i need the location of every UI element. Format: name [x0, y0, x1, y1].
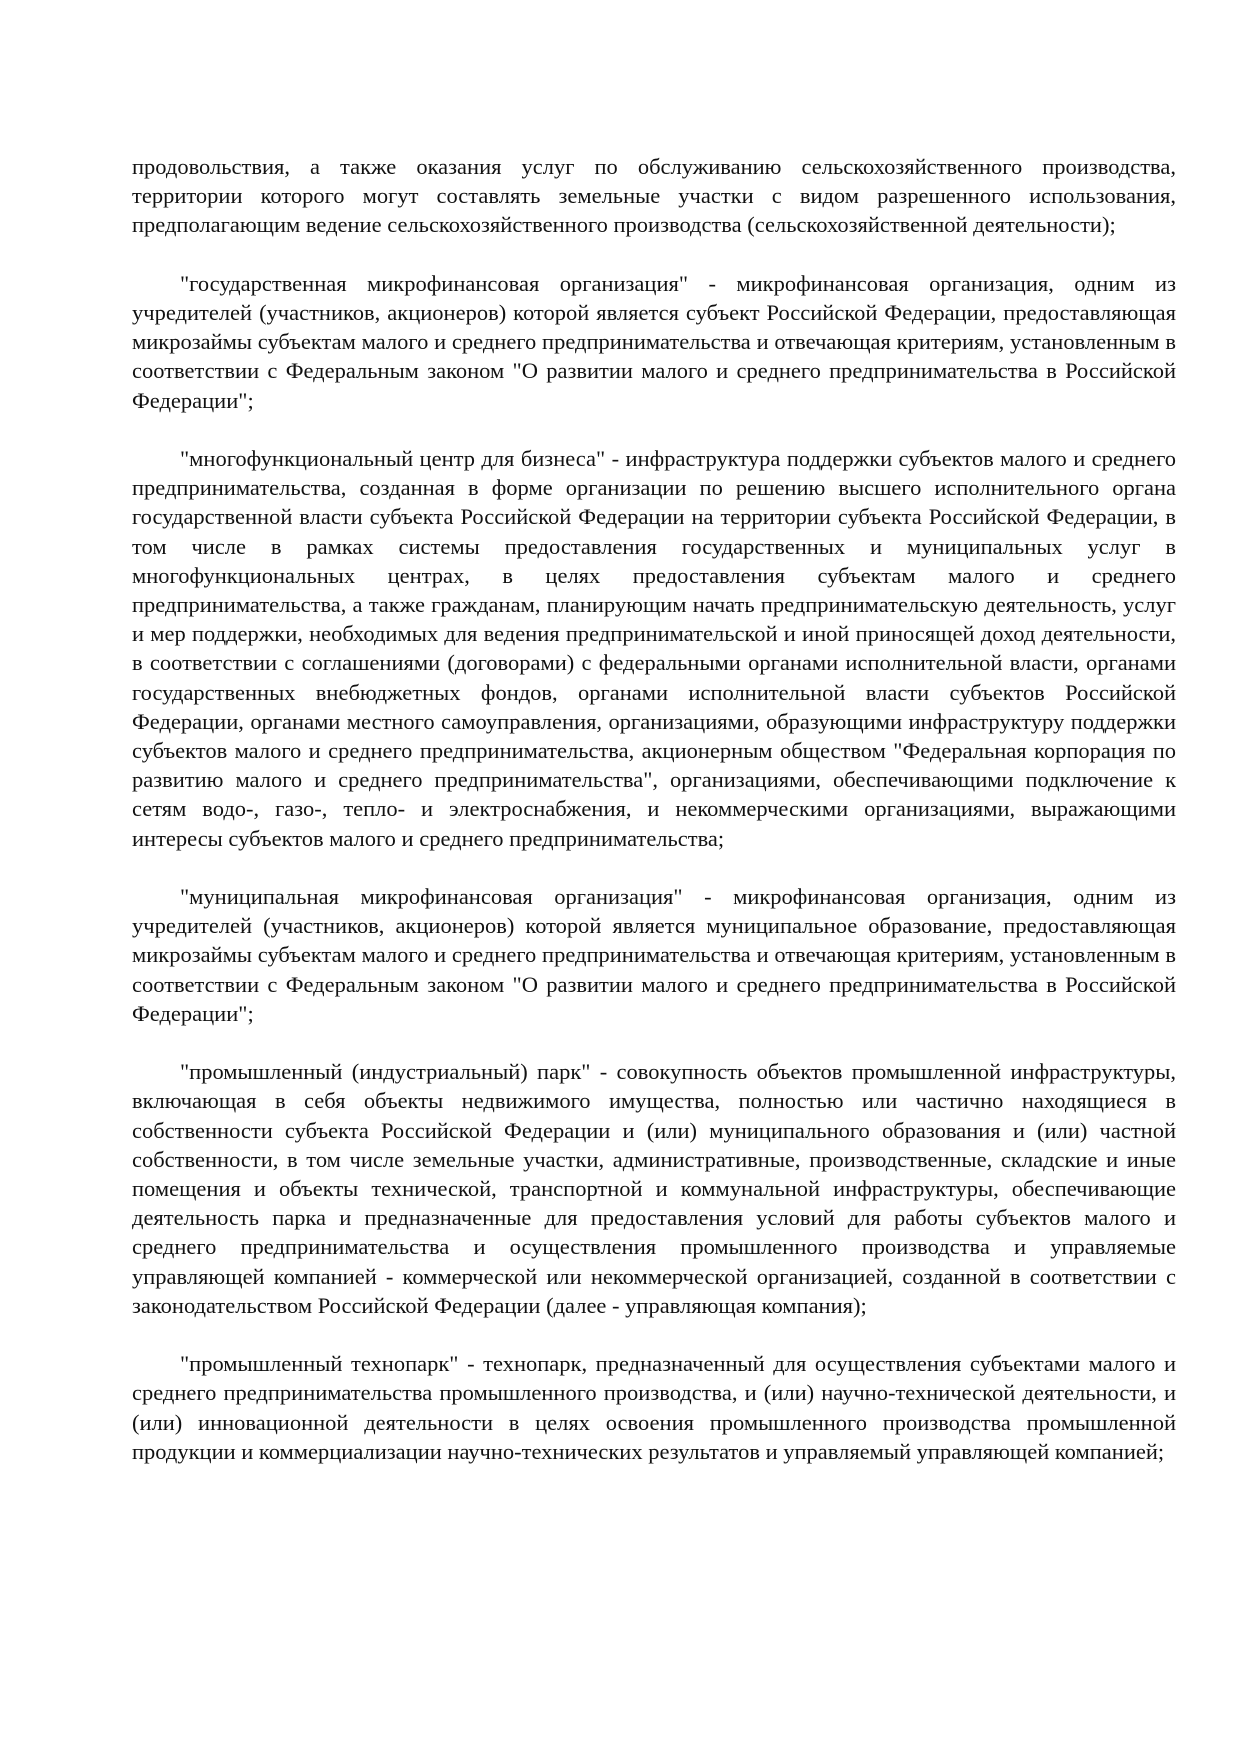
- paragraph-industrial-park: "промышленный (индустриальный) парк" - совокупность объектов промышленной инфраструктуры, включающая в себя объекты недвижимого имущества, полностью или частично находящиеся в собственности субъекта Российской Федерации и (или) муниципального образования и (или) частной собственности, в том числе земельные участки, административные, производственные, складские и иные помещения и объекты технической, транспортной и коммунальной инфраструктуры, обеспечивающие деятельность парка и предназначенные для предоставления условий для работы субъектов малого и среднего предпринимательства и осуществления промышленного производства и управляемые управляющей компанией - коммерческой или некоммерческой организацией, созданной в соответствии с законодательством Российской Федерации (далее - управляющая компания);: [132, 1059, 1176, 1318]
- paragraph-state-microfinance-organization: "государственная микрофинансовая организация" - микрофинансовая организация, одним из учредителей (участников, акционеров) которой является субъект Российской Федерации, предоставляющая микрозаймы субъектам малого и среднего предпринимательства и отвечающая критериям, установленным в соответствии с Федеральным законом "О развитии малого и среднего предпринимательства в Российской Федерации";: [132, 270, 1176, 413]
- paragraph-municipal-microfinance-organization: "муниципальная микрофинансовая организация" - микрофинансовая организация, одним из учредителей (участников, акционеров) которой является муниципальное образование, предоставляющая микрозаймы субъектам малого и среднего предпринимательства и отвечающая критериям, установленным в соответствии с Федеральным законом "О развитии малого и среднего предпринимательства в Российской Федерации";: [132, 884, 1176, 1026]
- paragraph-industrial-technopark: "промышленный технопарк" - технопарк, предназначенный для осуществления субъектами малого и среднего предпринимательства промышленного производства, и (или) научно-технической деятельности, и (или) инновационной деятельности в целях освоения промышленного производства промышленной продукции и коммерциализации научно-технических результатов и управляемый управляющей компанией;: [132, 1351, 1176, 1464]
- paragraph-multifunctional-business-center: "многофункциональный центр для бизнеса" - инфраструктура поддержки субъектов малого и среднего предпринимательства, созданная в форме организации по решению высшего исполнительного органа государственной власти субъекта Российской Федерации на территории субъекта Российской Федерации, в том числе в рамках системы предоставления государственных и муниципальных услуг в многофункциональных центрах, в целях предоставления субъектам малого и среднего предпринимательства, а также гражданам, планирующим начать предпринимательскую деятельность, услуг и мер поддержки, необходимых для ведения предпринимательской и иной приносящей доход деятельности, в соответствии с соглашениями (договорами) с федеральными органами исполнительной власти, органами государственных внебюджетных фондов, органами исполнительной власти субъектов Российской Федерации, органами местного самоуправления, организациями, образующими инфраструктуру поддержки субъектов малого и среднего предпринимательства, акционерным обществом "Федеральная корпорация по развитию малого и среднего предпринимательства", организациями, обеспечивающими подключение к сетям водо-, газо-, тепло- и электроснабжения, и некоммерческими организациями, выражающими интересы субъектов малого и среднего предпринимательства;: [132, 446, 1176, 851]
- paragraph-continuation-agricultural: продовольствия, а также оказания услуг по обслуживанию сельскохозяйственного производства, территории которого могут составлять земельные участки с видом разрешенного использования, предполагающим ведение сельскохозяйственного производства (сельскохозяйственной деятельности);: [132, 154, 1176, 238]
- document-page: [132, 152, 1176, 1495]
